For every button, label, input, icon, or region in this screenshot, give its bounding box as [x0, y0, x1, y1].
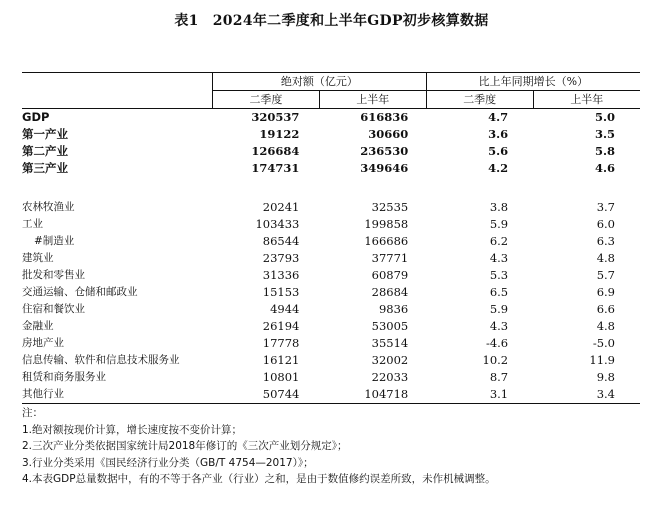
row-name: 交通运输、仓储和邮政业 [22, 286, 138, 298]
row-name: 房地产业 [22, 337, 64, 349]
row-name: 住宿和餐饮业 [22, 303, 85, 315]
notes-label: 注： [22, 407, 43, 419]
growth-q2: 10.2 [482, 353, 509, 367]
table-row [22, 199, 640, 216]
header-growth: 比上年同期增长（%） [426, 73, 640, 91]
row-name: 第一产业 [22, 127, 68, 141]
growth-q2: 3.6 [488, 127, 509, 141]
note-1: 1.绝对额按现价计算，增长速度按不变价计算； [22, 423, 243, 436]
row-name: 其他行业 [22, 386, 213, 404]
value-h1: 35514 [371, 336, 409, 350]
header-q2: 二季度 [213, 91, 320, 109]
growth-h1: 4.8 [596, 319, 615, 333]
table-row [22, 284, 640, 301]
note-3: 3.行业分类采用《国民经济行业分类（GB/T 4754—2017）》； [22, 456, 314, 469]
value-q2: 103433 [255, 217, 300, 231]
row-name: 建筑业 [22, 252, 54, 264]
table-row [22, 216, 640, 233]
value-q2: 15153 [262, 285, 300, 299]
table-row [22, 109, 640, 127]
growth-q2: 3.1 [426, 386, 533, 404]
value-q2: 16121 [262, 353, 300, 367]
note-4: 4.本表GDP总量数据中，有的不等于各产业（行业）之和，是由于数值修约误差所致，未作机械调整。 [22, 473, 496, 485]
table-row [22, 335, 640, 352]
value-h1: 60879 [371, 268, 409, 282]
growth-q2: 4.7 [488, 110, 509, 124]
growth-q2: 4.3 [489, 319, 509, 333]
table-row [22, 267, 640, 284]
notes [22, 405, 642, 488]
growth-q2: 5.3 [489, 268, 509, 282]
value-h1: 22033 [371, 370, 409, 384]
growth-h1: 3.4 [533, 386, 640, 404]
header-row-1 [22, 73, 640, 91]
growth-h1: 6.9 [596, 285, 615, 299]
table-row [22, 369, 640, 386]
header-absolute: 绝对额（亿元） [213, 73, 427, 91]
row-name: 第二产业 [22, 144, 68, 158]
table-row [22, 318, 640, 335]
table-row [22, 233, 640, 250]
value-q2: 17778 [262, 336, 300, 350]
value-h1: 53005 [371, 319, 409, 333]
growth-h1: 3.7 [596, 200, 615, 214]
growth-q2: 6.2 [489, 234, 509, 248]
header-growth-q2: 二季度 [426, 91, 533, 109]
table-title [0, 10, 663, 30]
table-number: 表1 [174, 13, 199, 29]
growth-h1: 9.8 [596, 370, 615, 384]
table-row [22, 250, 640, 267]
value-h1: 37771 [371, 251, 409, 265]
value-h1: 166686 [364, 234, 409, 248]
table-row [22, 301, 640, 318]
growth-q2: 4.2 [488, 161, 509, 175]
gdp-table [22, 72, 640, 404]
value-q2: 10801 [262, 370, 300, 384]
row-name: 金融业 [22, 320, 54, 332]
growth-q2: 5.9 [489, 217, 509, 231]
growth-h1: 5.7 [596, 268, 615, 282]
growth-h1: 6.0 [596, 217, 615, 231]
value-q2: 50744 [213, 386, 320, 404]
table-row [22, 386, 640, 404]
value-h1: 199858 [364, 217, 409, 231]
value-h1: 349646 [360, 161, 409, 175]
growth-h1: 5.8 [594, 144, 615, 158]
value-q2: 26194 [262, 319, 300, 333]
growth-q2: -4.6 [485, 336, 509, 350]
header-growth-h1: 上半年 [533, 91, 640, 109]
growth-q2: 4.3 [489, 251, 509, 265]
growth-q2: 5.9 [489, 302, 509, 316]
table-row [22, 352, 640, 369]
value-h1: 30660 [368, 127, 409, 141]
value-q2: 31336 [262, 268, 300, 282]
row-name: 第三产业 [22, 161, 68, 175]
row-name: 租赁和商务服务业 [22, 371, 106, 383]
value-q2: 19122 [259, 127, 300, 141]
row-name: GDP [22, 110, 50, 124]
growth-q2: 8.7 [489, 370, 509, 384]
growth-q2: 6.5 [489, 285, 509, 299]
value-q2: 86544 [262, 234, 300, 248]
value-h1: 616836 [360, 110, 409, 124]
value-q2: 23793 [262, 251, 300, 265]
row-name: 批发和零售业 [22, 269, 85, 281]
value-q2: 320537 [251, 110, 300, 124]
growth-h1: 3.5 [594, 127, 615, 141]
growth-h1: -5.0 [592, 336, 615, 350]
value-q2: 126684 [251, 144, 300, 158]
row-name: 信息传输、软件和信息技术服务业 [22, 354, 180, 366]
spacer-row [22, 177, 640, 199]
growth-h1: 6.6 [596, 302, 615, 316]
table-row [22, 160, 640, 177]
value-q2: 4944 [270, 302, 300, 316]
note-2: 2.三次产业分类依据国家统计局2018年修订的《三次产业划分规定》； [22, 440, 348, 452]
growth-h1: 11.9 [589, 353, 615, 367]
growth-q2: 5.6 [488, 144, 509, 158]
row-name: #制造业 [34, 235, 75, 247]
value-h1: 32002 [371, 353, 409, 367]
row-name: 农林牧渔业 [22, 201, 75, 213]
header-h1: 上半年 [319, 91, 426, 109]
value-h1: 32535 [371, 200, 409, 214]
growth-h1: 4.8 [596, 251, 615, 265]
growth-h1: 6.3 [596, 234, 615, 248]
value-h1: 236530 [360, 144, 409, 158]
table-row [22, 126, 640, 143]
row-name: 工业 [22, 218, 43, 230]
table-title-text: 2024年二季度和上半年GDP初步核算数据 [212, 13, 489, 29]
value-h1: 9836 [378, 302, 409, 316]
growth-q2: 3.8 [489, 200, 509, 214]
header-row-2 [22, 91, 640, 109]
value-q2: 20241 [262, 200, 300, 214]
value-q2: 174731 [251, 161, 300, 175]
growth-h1: 5.0 [594, 110, 615, 124]
value-h1: 28684 [371, 285, 409, 299]
growth-h1: 4.6 [594, 161, 615, 175]
value-h1: 104718 [319, 386, 426, 404]
table-row [22, 143, 640, 160]
